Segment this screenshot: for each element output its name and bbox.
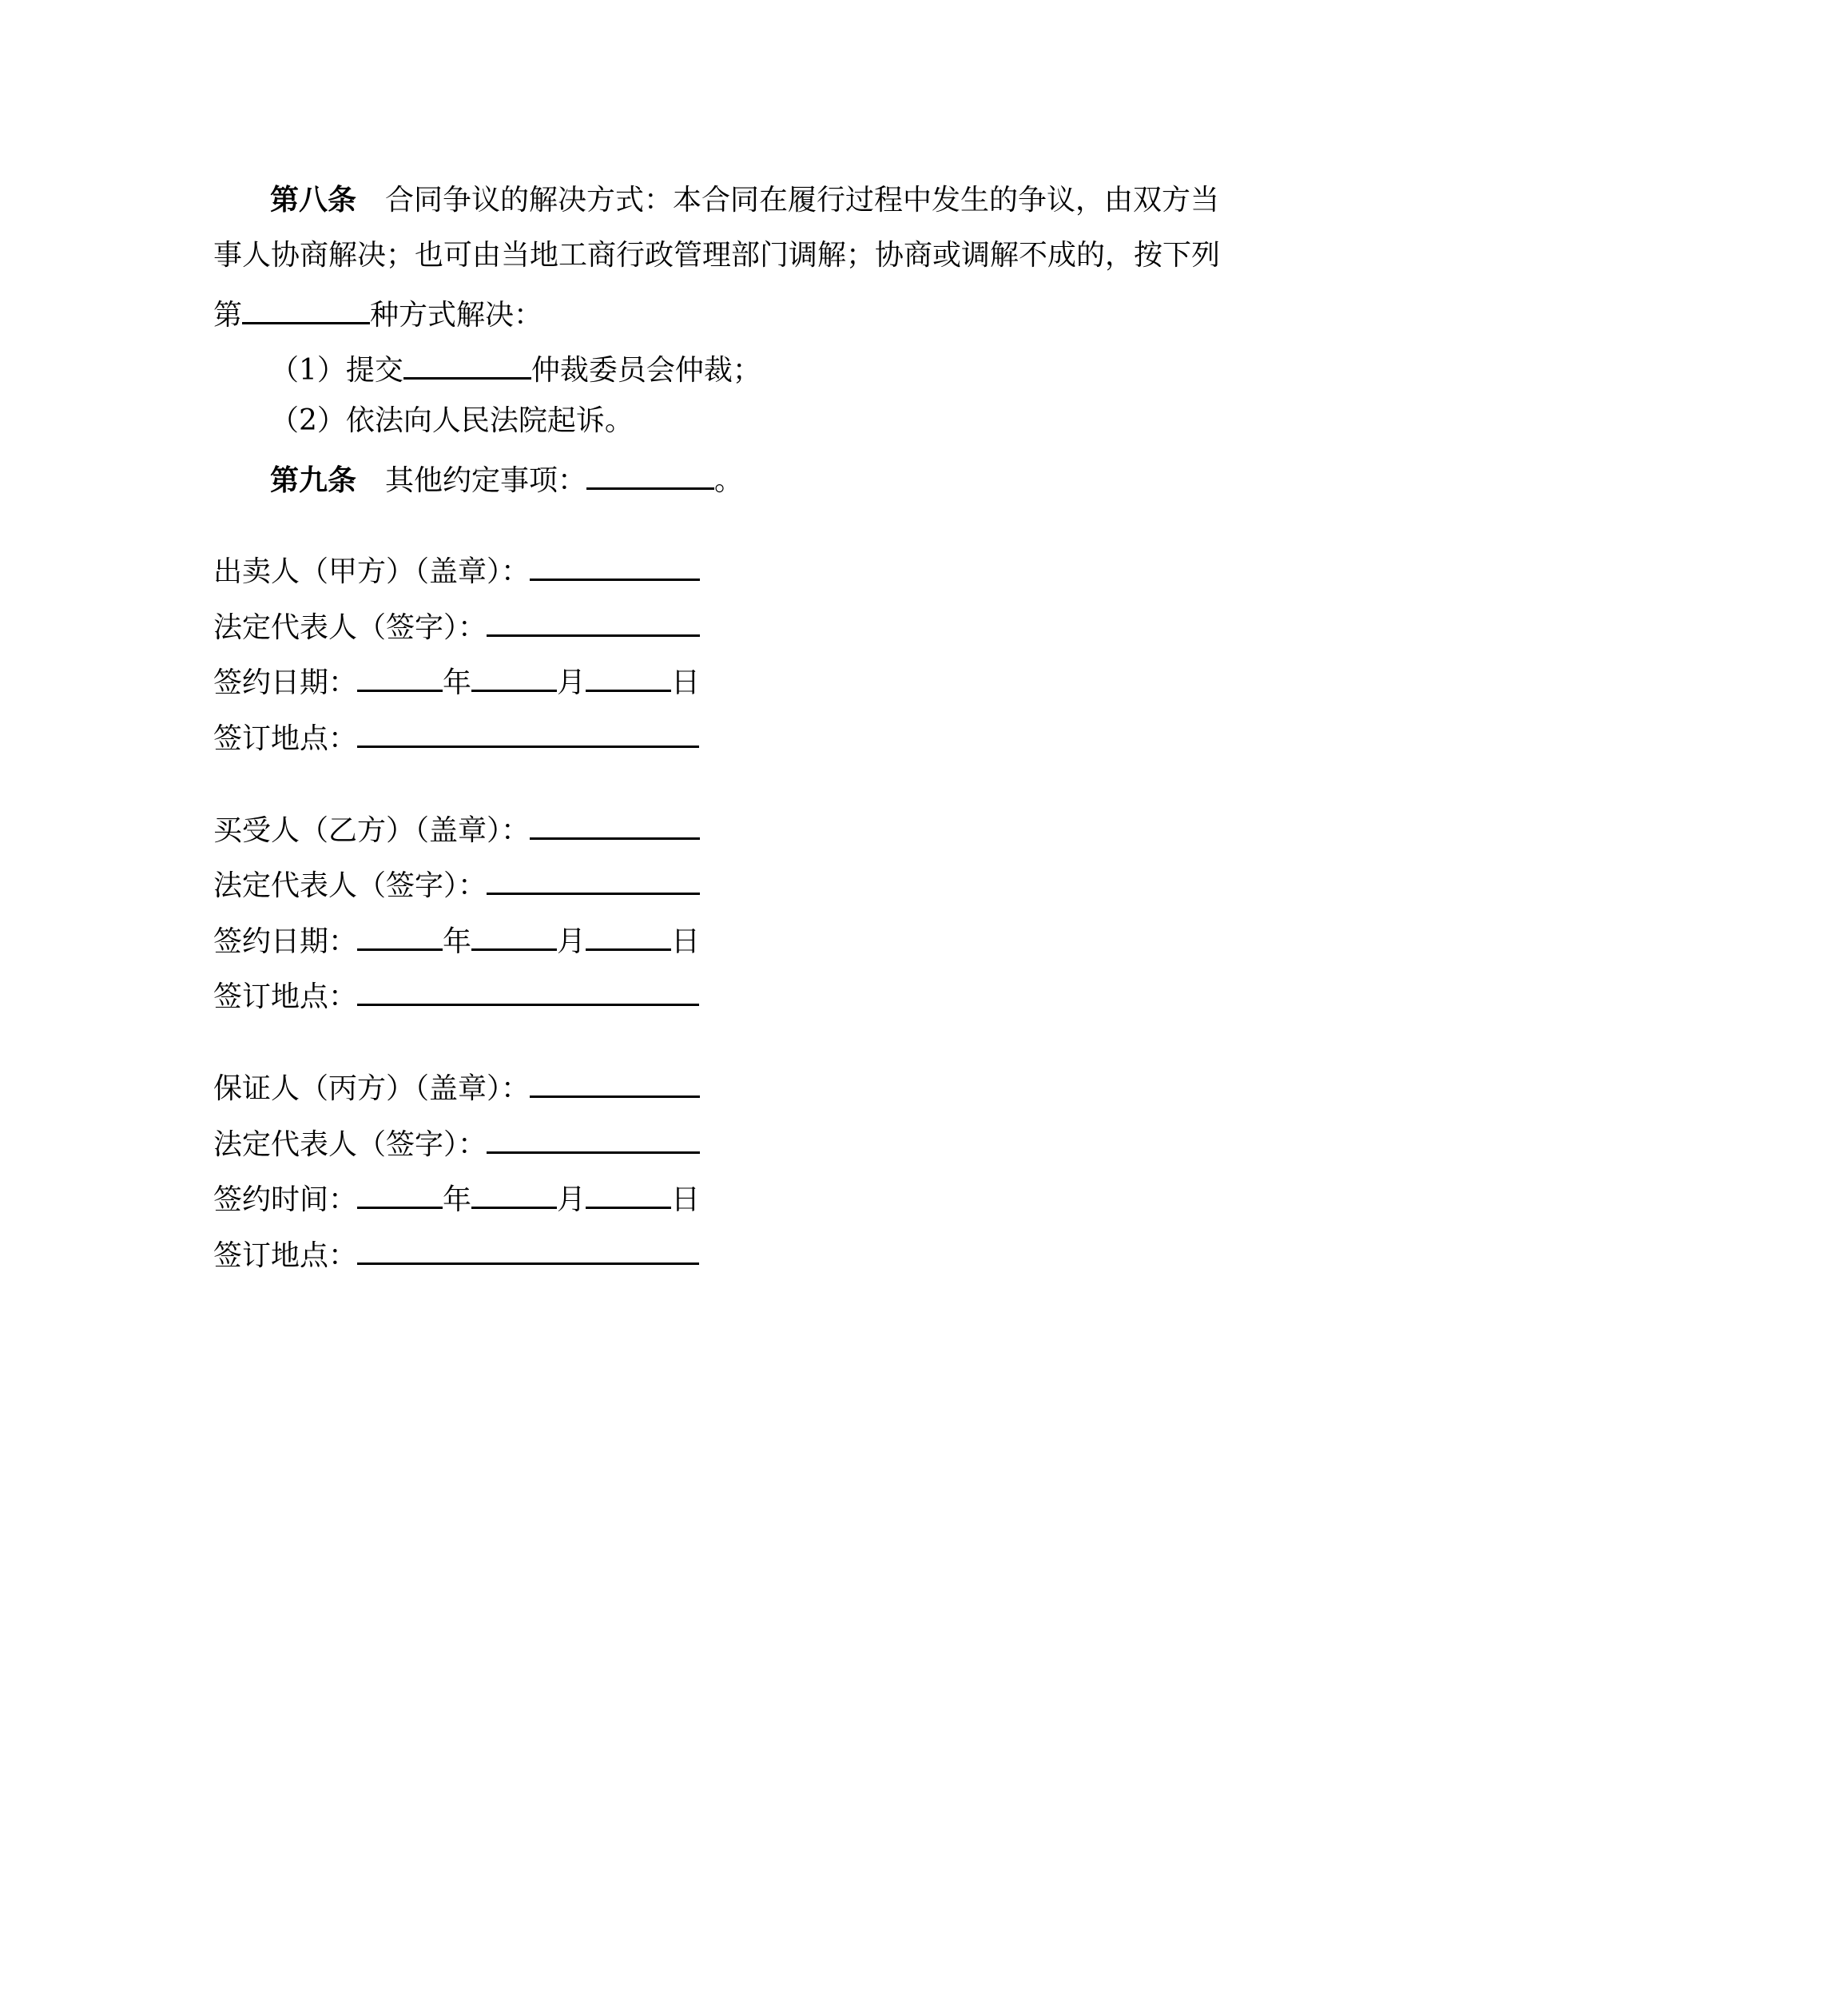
- party-c-year-blank[interactable]: [357, 1178, 443, 1209]
- party-a-seller-line: [213, 550, 700, 590]
- party-a-rep-label: 法定代表人（签字）：: [213, 611, 487, 644]
- article8-line2: 事人协商解决；也可由当地工商行政管理部门调解；协商或调解不成的，按下列: [213, 239, 1221, 272]
- party-b-month-label: 月: [557, 925, 586, 958]
- party-b-month-blank[interactable]: [471, 920, 557, 951]
- party-b-date-line: [213, 920, 700, 960]
- party-c-rep-line: [213, 1123, 700, 1163]
- party-c-date-label: 签约时间：: [213, 1183, 358, 1216]
- method-number-blank[interactable]: [242, 293, 370, 324]
- article8-line3: [213, 293, 542, 333]
- party-b-place-label: 签订地点：: [213, 980, 358, 1013]
- other-matters-blank[interactable]: [586, 459, 714, 490]
- party-a-place-line: [213, 717, 699, 757]
- party-b-day-blank[interactable]: [586, 920, 671, 951]
- party-a-place-label: 签订地点：: [213, 722, 358, 755]
- party-a-seller-label: 出卖人（甲方）（盖章）：: [213, 555, 531, 588]
- party-a-date-label: 签约日期：: [213, 666, 358, 699]
- party-c-rep-label: 法定代表人（签字）：: [213, 1128, 487, 1161]
- party-b-date-label: 签约日期：: [213, 925, 358, 958]
- article8-line1-text: 合同争议的解决方式：本合同在履行过程中发生的争议，由双方当: [385, 184, 1220, 217]
- party-a-place-blank[interactable]: [357, 717, 699, 748]
- party-b-place-blank[interactable]: [357, 975, 699, 1006]
- party-b-place-line: [213, 975, 699, 1015]
- article9-text: 其他约定事项：: [385, 464, 587, 497]
- article9-end: 。: [714, 464, 744, 497]
- party-b-rep-line: [213, 864, 700, 904]
- party-c-place-line: [213, 1234, 699, 1274]
- party-c-place-blank[interactable]: [357, 1234, 699, 1265]
- party-a-day-label: 日: [671, 666, 701, 699]
- party-b-buyer-line: [213, 809, 700, 849]
- party-c-guarantor-label: 保证人（丙方）（盖章）：: [213, 1072, 531, 1105]
- party-a-seal-blank[interactable]: [530, 550, 700, 581]
- party-c-place-label: 签订地点：: [213, 1239, 358, 1272]
- party-c-seal-blank[interactable]: [530, 1067, 700, 1098]
- option1-suffix: 仲裁委员会仲裁；: [531, 354, 761, 387]
- party-c-year-label: 年: [443, 1183, 472, 1216]
- party-a-year-label: 年: [443, 666, 472, 699]
- party-c-signature-blank[interactable]: [487, 1123, 700, 1154]
- party-b-year-label: 年: [443, 925, 472, 958]
- party-a-year-blank[interactable]: [357, 661, 443, 692]
- party-a-signature-blank[interactable]: [487, 606, 700, 637]
- party-b-year-blank[interactable]: [357, 920, 443, 951]
- party-c-guarantor-line: [213, 1067, 700, 1107]
- party-b-rep-label: 法定代表人（签字）：: [213, 869, 487, 902]
- party-a-date-line: [213, 661, 700, 701]
- party-a-rep-line: [213, 606, 700, 646]
- article8-line3-suffix: 种方式解决：: [370, 299, 543, 332]
- article8-line1: [270, 182, 1219, 218]
- party-b-buyer-label: 买受人（乙方）（盖章）：: [213, 814, 531, 847]
- party-b-day-label: 日: [671, 925, 701, 958]
- article9-heading: 第九条: [270, 463, 357, 497]
- article8-line3-prefix: 第: [213, 299, 243, 332]
- party-c-date-line: [213, 1178, 700, 1218]
- arbitration-committee-blank[interactable]: [403, 348, 531, 380]
- party-b-signature-blank[interactable]: [487, 864, 700, 895]
- article8-option1: [270, 348, 761, 388]
- article8-option2: （2）依法向人民法院起诉。: [270, 404, 634, 437]
- party-c-month-label: 月: [557, 1183, 586, 1216]
- article9-line: [270, 459, 743, 499]
- article8-heading: 第八条: [270, 183, 357, 217]
- party-c-day-label: 日: [671, 1183, 701, 1216]
- option1-prefix: （1）提交: [270, 354, 403, 387]
- party-c-day-blank[interactable]: [586, 1178, 671, 1209]
- party-a-day-blank[interactable]: [586, 661, 671, 692]
- party-a-month-blank[interactable]: [471, 661, 557, 692]
- party-a-month-label: 月: [557, 666, 586, 699]
- party-b-seal-blank[interactable]: [530, 809, 700, 840]
- party-c-month-blank[interactable]: [471, 1178, 557, 1209]
